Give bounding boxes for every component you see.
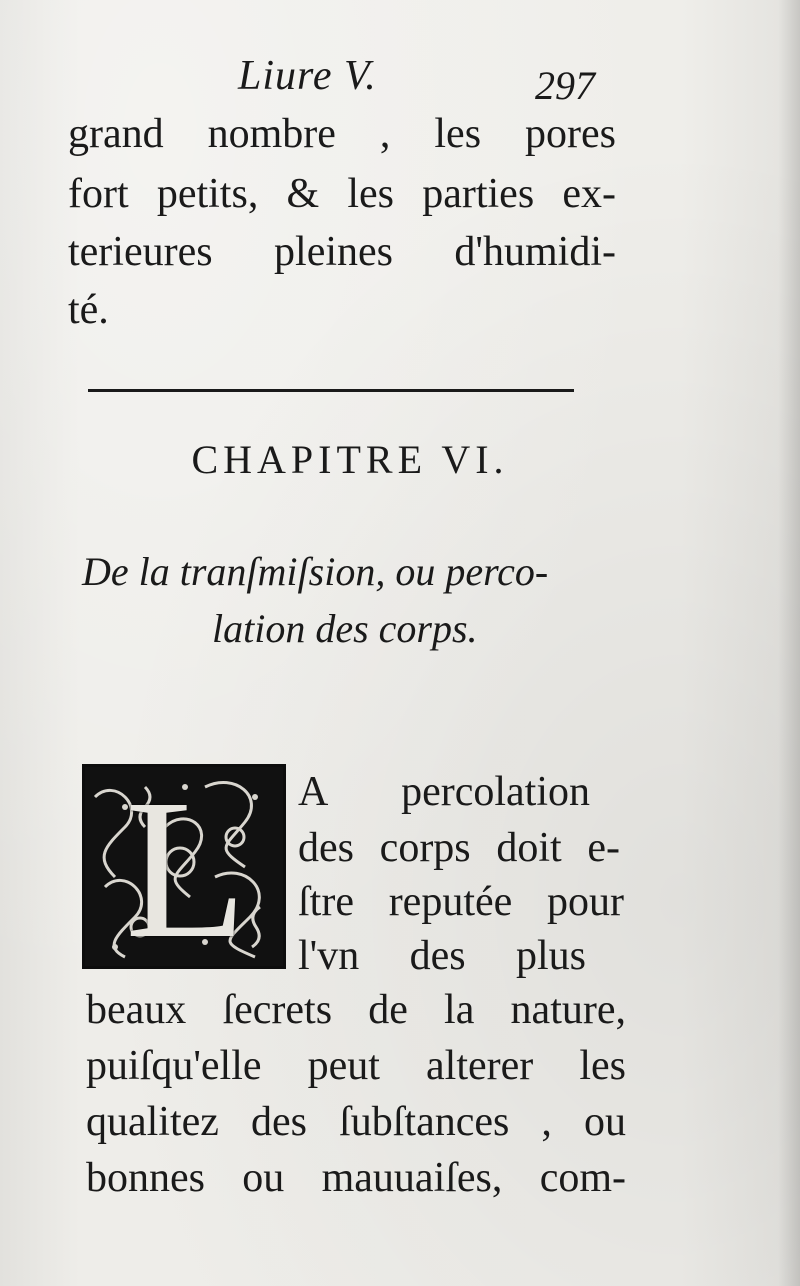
text-line: grand nombre , les pores [68, 111, 616, 157]
text-line: A percolation [298, 769, 590, 815]
text-line: qualitez des ſubſtances , ou [86, 1099, 626, 1145]
chapter-subtitle-line: lation des corps. [212, 606, 478, 651]
page-header [0, 52, 800, 112]
dropcap-letter: L [125, 764, 248, 969]
chapter-subtitle-line: De la tranſmiſsion, ou perco- [82, 549, 549, 594]
text-line: terieures pleines d'humidi- [68, 229, 616, 275]
text-line: bonnes ou mauuaiſes, com- [86, 1155, 626, 1201]
chapter-heading: CHAPITRE VI. [191, 437, 509, 482]
text-line: té. [68, 287, 109, 333]
text-line: beaux ſecrets de la nature, [86, 987, 626, 1033]
running-head: Liure V. [238, 53, 377, 99]
text-line: des corps doit e- [298, 825, 620, 871]
text-line: l'vn des plus [298, 933, 586, 979]
text-line: puiſqu'elle peut alterer les [86, 1043, 626, 1089]
text-line: fort petits, & les parties ex- [68, 171, 616, 217]
text-line: ſtre reputée pour [298, 879, 624, 925]
section-divider [88, 389, 574, 392]
page-number: 297 [535, 63, 595, 108]
ornamental-dropcap [82, 764, 286, 969]
